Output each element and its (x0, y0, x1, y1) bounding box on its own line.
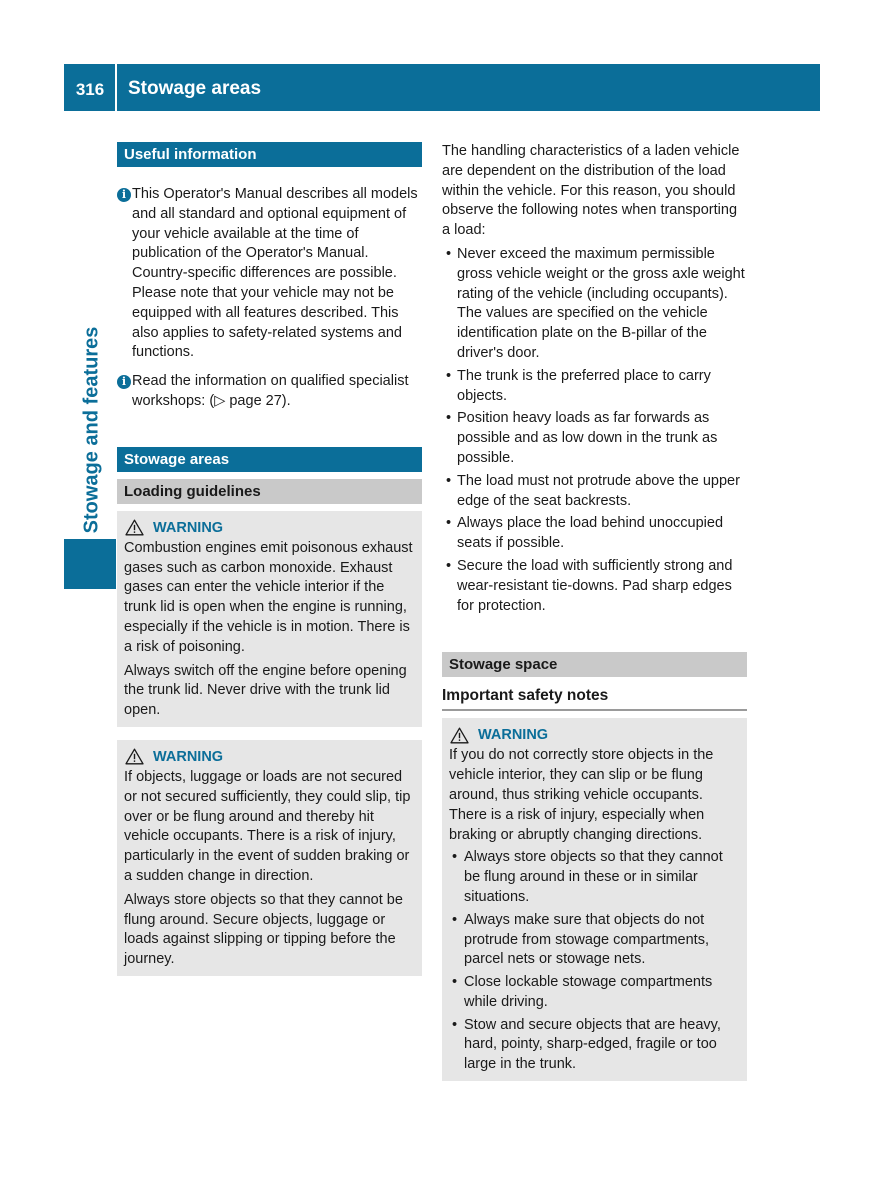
side-tab-label: Stowage and features (80, 326, 103, 534)
loading-notes-list (442, 245, 747, 616)
warning-box (117, 740, 422, 976)
page-header (64, 64, 820, 111)
header-divider (115, 64, 117, 111)
list-item: • Always make sure that objects do not protrude from stowage compartments, parcel nets or stowage nets. (449, 911, 740, 970)
warning-box (117, 511, 422, 727)
warning-triangle-icon (450, 727, 469, 744)
warning-header (449, 724, 740, 746)
warning-list (449, 848, 740, 1075)
list-item: • Close lockable stowage compartments while driving. (449, 973, 740, 1013)
warning-label: WARNING (478, 727, 549, 744)
warning-triangle-icon (125, 748, 144, 765)
list-item: • The load must not protrude above the upper edge of the seat backrests. (442, 472, 747, 512)
warning-header (124, 517, 415, 539)
warning-box (442, 718, 747, 1081)
useful-info-heading: Useful information (117, 142, 422, 167)
warning-text: Combustion engines emit poisonous exhaust gases such as carbon monoxide. Exhaust gases can enter the vehicle interior if the trunk lid is open when the engine is running, especially if the vehicle is in motion. There is a risk of poisoning. (124, 539, 413, 655)
left-column (117, 142, 422, 976)
loading-guidelines-heading: Loading guidelines (117, 479, 422, 504)
info-paragraph (117, 372, 422, 412)
page-number: 316 (75, 80, 105, 99)
warning-header (124, 746, 415, 768)
safety-notes-heading: Important safety notes (442, 683, 747, 711)
warning-text: Always switch off the engine before opening the trunk lid. Never drive with the trunk lid open. (124, 662, 407, 719)
list-item: • Never exceed the maximum permissible gross vehicle weight or the gross axle weight rating of the vehicle (including occupants). The values are specified on the vehicle identification plate on the B-pillar of the driver's door. (442, 245, 747, 364)
page-title: Stowage areas (128, 78, 262, 99)
list-item: • The trunk is the preferred place to carry objects. (442, 367, 747, 407)
info-icon: i (117, 188, 131, 202)
warning-label: WARNING (153, 748, 224, 765)
info-text: This Operator's Manual describes all models and all standard and optional equipment of your vehicle available at the time of publication of the Operator's Manual. Country-specific differences are possible. Please note that your vehicle may not be equipped with all features described. This also applies to safety-related systems and functions. (132, 186, 418, 361)
warning-label: WARNING (153, 519, 224, 536)
warning-triangle-icon (125, 519, 144, 536)
info-paragraph (117, 185, 422, 363)
info-text: Read the information on qualified specialist workshops: (▷ page 27). (132, 373, 409, 409)
stowage-areas-heading: Stowage areas (117, 447, 422, 472)
list-item: • Position heavy loads as far forwards as possible and as low down in the trunk as possible. (442, 409, 747, 468)
warning-text: If you do not correctly store objects in the vehicle interior, they can slip or be flung around, thus striking vehicle occupants. There is a risk of injury, especially when braking or abruptly changing directions. (449, 747, 714, 843)
list-item: • Stow and secure objects that are heavy, hard, pointy, sharp-edged, fragile or too large in the trunk. (449, 1016, 740, 1075)
intro-paragraph: The handling characteristics of a laden vehicle are dependent on the distribution of the load within the vehicle. For this reason, you should observe the following notes when transporting a load: (442, 143, 740, 239)
list-item: • Always place the load behind unoccupied seats if possible. (442, 514, 747, 554)
info-icon: i (117, 375, 131, 389)
warning-text: Always store objects so that they cannot be flung around. Secure objects, luggage or loads against slipping or tipping before the journey. (124, 891, 403, 968)
stowage-space-heading: Stowage space (442, 652, 747, 677)
list-item: • Secure the load with sufficiently strong and wear-resistant tie-downs. Pad sharp edges for protection. (442, 557, 747, 616)
right-column (442, 142, 747, 1081)
warning-text: If objects, luggage or loads are not secured or not secured sufficiently, they could slip, tip over or be flung around and thereby hit vehicle occupants. There is a risk of injury, particularly in the event of sudden braking or a sudden change in direction. (124, 768, 411, 884)
list-item: • Always store objects so that they cannot be flung around in these or in similar situations. (449, 848, 740, 907)
